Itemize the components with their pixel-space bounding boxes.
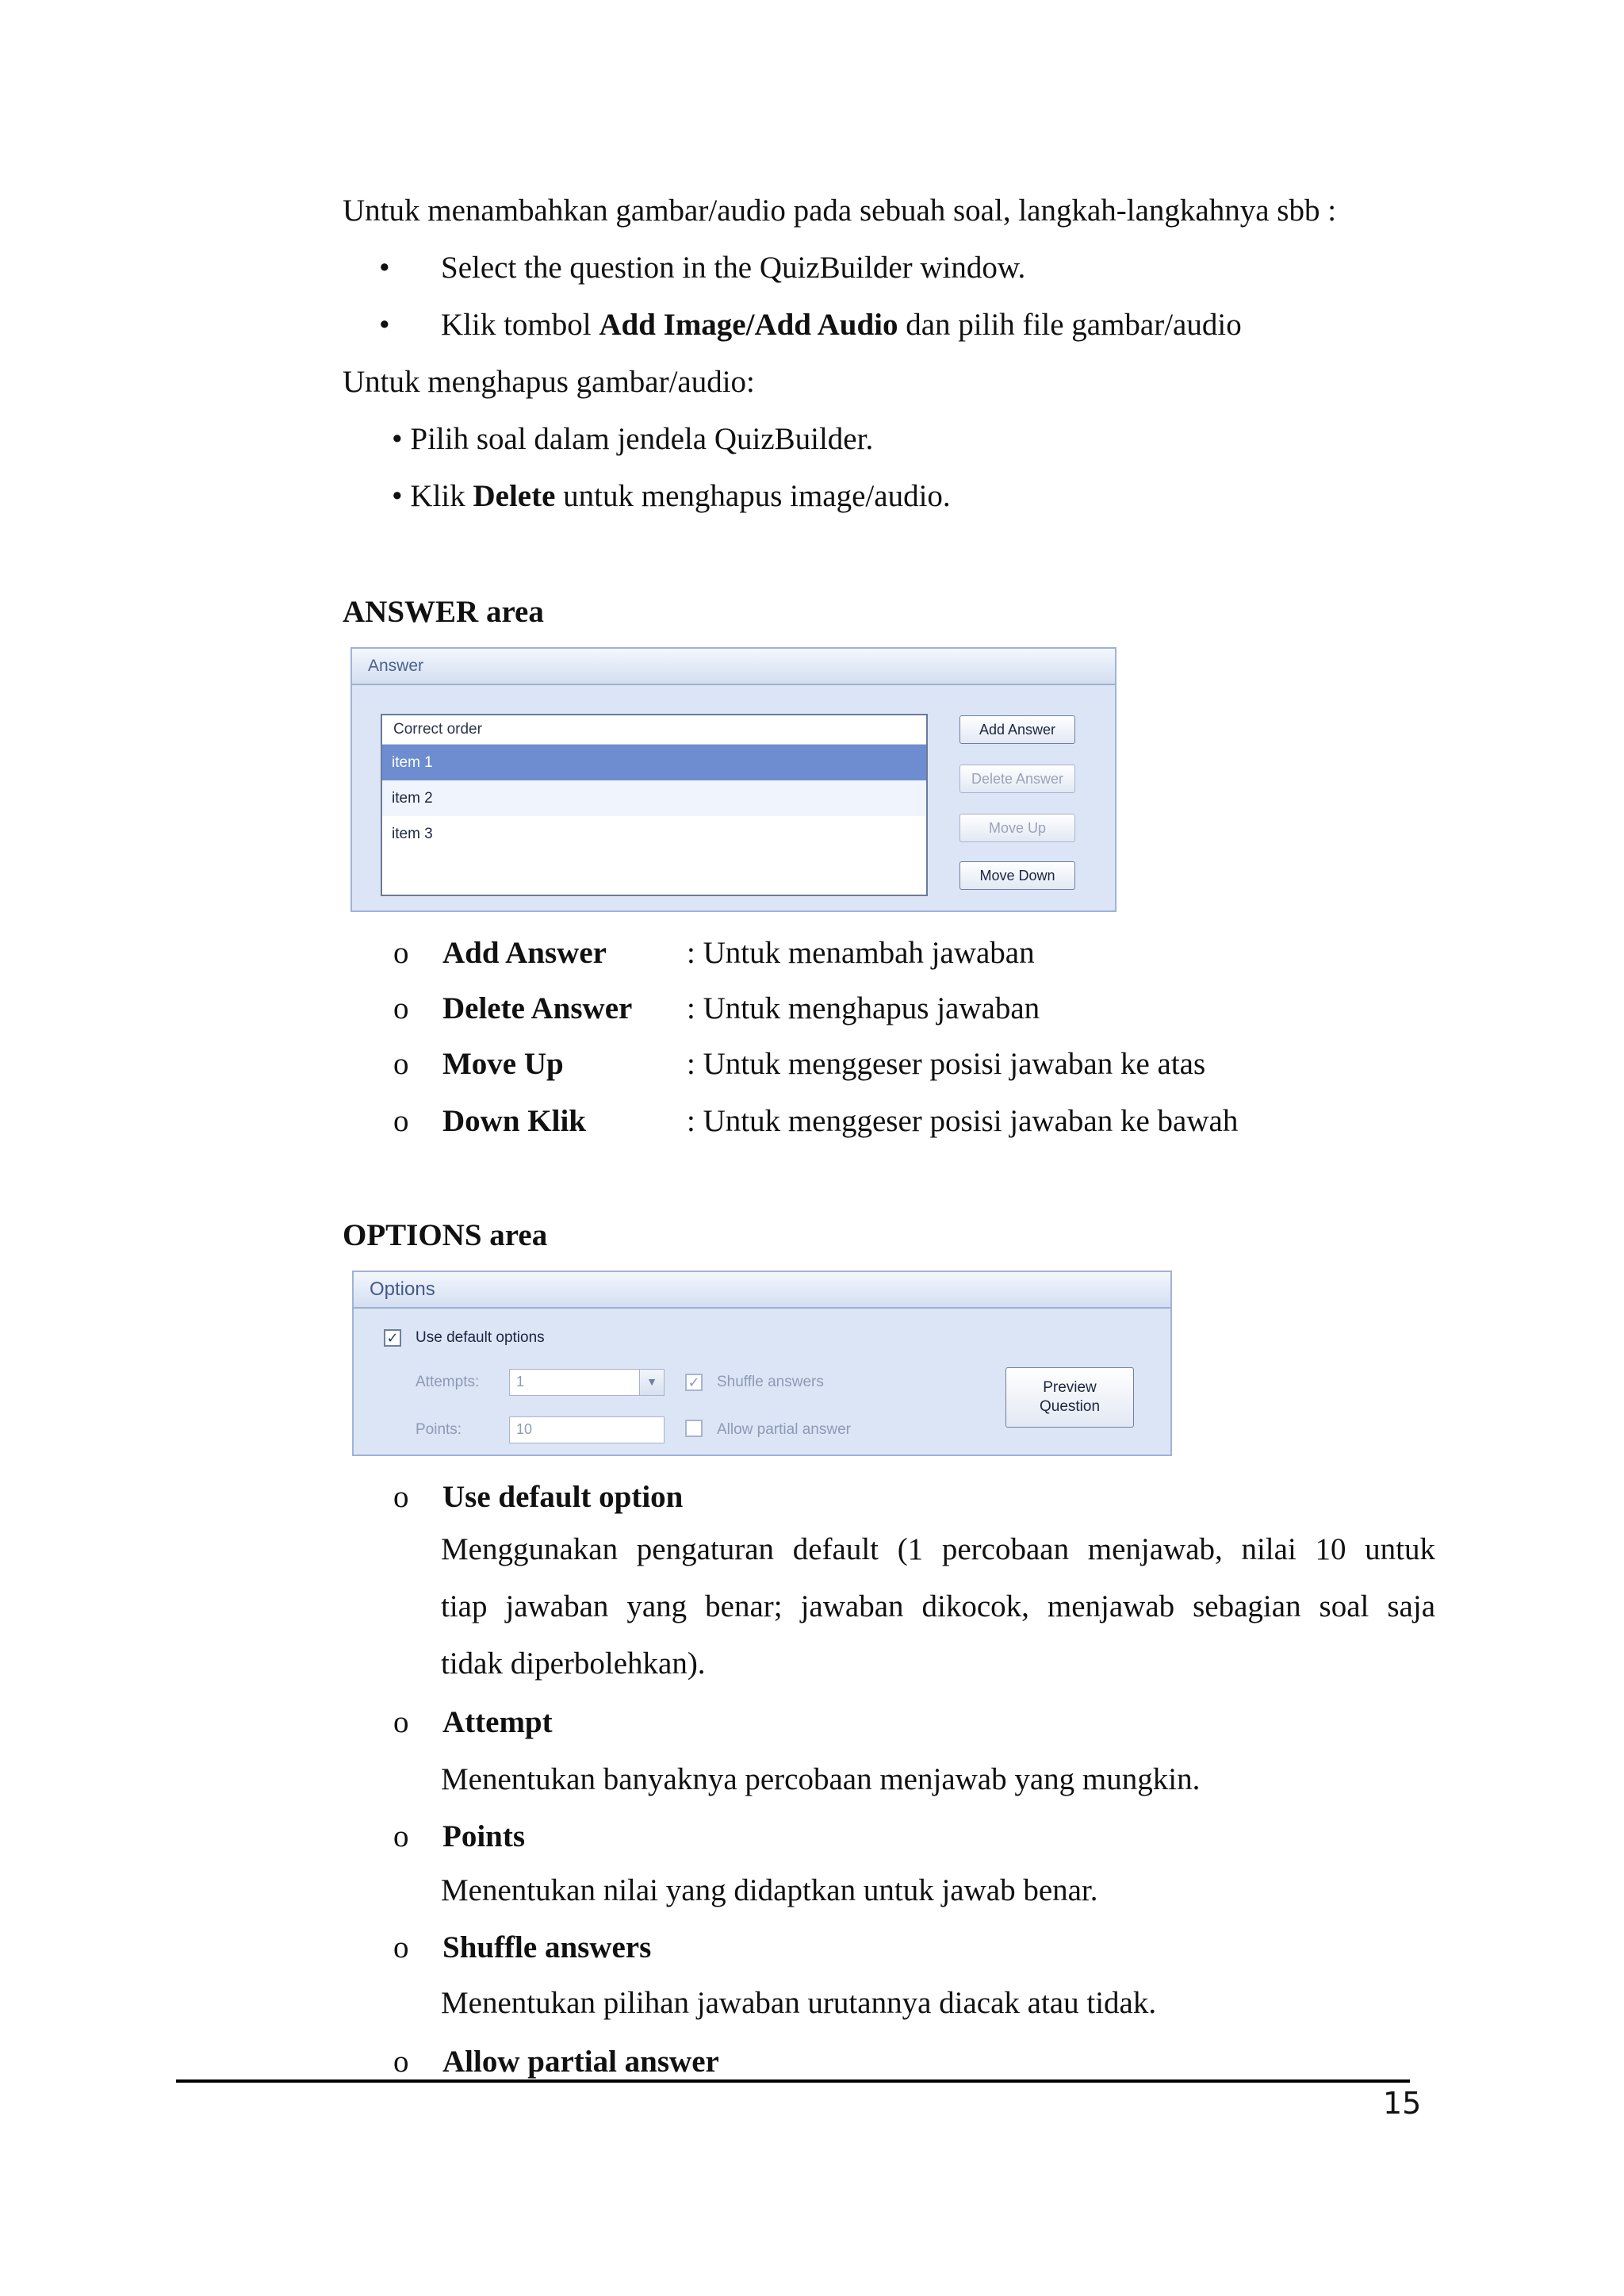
list-item[interactable]: item 3	[382, 816, 926, 852]
def-term-down-klik: Down Klik	[442, 1104, 586, 1138]
delete-answer-button[interactable]: Delete Answer	[959, 765, 1075, 793]
option-term-allow-partial: Allow partial answer	[442, 2045, 719, 2079]
points-label: Points:	[416, 1421, 462, 1438]
page-number: 15	[1383, 2086, 1422, 2121]
delete-step-2	[392, 477, 951, 516]
def-desc-delete-answer: : Untuk menghapus jawaban	[687, 991, 1040, 1025]
delete-step-2-bold: Delete	[473, 479, 556, 513]
delete-media-heading: Untuk menghapus gambar/audio:	[343, 365, 755, 399]
attempts-label: Attempts:	[416, 1374, 480, 1390]
shuffle-answers-label: Shuffle answers	[717, 1374, 824, 1390]
footer-rule	[176, 2079, 1410, 2083]
use-default-label: Use default options	[416, 1329, 545, 1346]
option-marker: o	[393, 1930, 409, 1964]
points-input[interactable]: 10	[509, 1416, 665, 1443]
options-panel-screenshot	[352, 1271, 1172, 1456]
chevron-down-icon[interactable]: ▼	[639, 1370, 664, 1395]
answer-panel-screenshot	[350, 647, 1116, 912]
preview-label-line1: Preview	[1043, 1379, 1097, 1396]
delete-step-2-post: untuk menghapus image/audio.	[555, 479, 951, 513]
answer-listbox[interactable]	[381, 714, 928, 896]
allow-partial-checkbox[interactable]	[685, 1420, 703, 1437]
add-step-1-text: Select the question in the QuizBuilder window.	[441, 251, 1026, 285]
options-area-heading: OPTIONS area	[343, 1218, 548, 1252]
add-answer-button[interactable]: Add Answer	[959, 715, 1075, 744]
preview-label-line2: Question	[1039, 1398, 1101, 1415]
def-marker: o	[393, 936, 409, 970]
option-desc-points: Menentukan nilai yang didaptkan untuk jawab benar.	[441, 1873, 1098, 1907]
option-marker: o	[393, 1480, 409, 1514]
def-desc-add-answer: : Untuk menambah jawaban	[687, 936, 1035, 970]
list-header: Correct order	[382, 715, 926, 745]
option-marker: o	[393, 1705, 409, 1739]
option-term-attempt: Attempt	[442, 1705, 553, 1739]
add-step-2-bullet: •	[379, 308, 390, 342]
def-term-move-up: Move Up	[442, 1047, 564, 1081]
def-desc-down-klik: : Untuk menggeser posisi jawaban ke bawah	[687, 1104, 1239, 1138]
delete-step-1: • Pilih soal dalam jendela QuizBuilder.	[392, 422, 874, 456]
def-desc-move-up: : Untuk menggeser posisi jawaban ke atas	[687, 1047, 1206, 1081]
def-marker: o	[393, 991, 409, 1025]
add-step-2-bold: Add Image/Add Audio	[599, 308, 898, 342]
attempts-dropdown[interactable]	[509, 1369, 665, 1396]
list-item[interactable]: item 2	[382, 780, 926, 816]
shuffle-answers-checkbox[interactable]: ✓	[685, 1374, 703, 1391]
def-marker: o	[393, 1047, 409, 1081]
option-desc-use-default-line3: tidak diperbolehkan).	[441, 1646, 706, 1681]
options-panel-title: Options	[354, 1272, 1170, 1309]
option-marker: o	[393, 1819, 409, 1853]
add-step-2-text	[441, 306, 1242, 344]
preview-question-button[interactable]	[1005, 1367, 1134, 1428]
move-up-button[interactable]: Move Up	[959, 814, 1075, 842]
move-down-button[interactable]: Move Down	[959, 861, 1075, 890]
option-desc-attempt: Menentukan banyaknya percobaan menjawab yang mungkin.	[441, 1762, 1201, 1796]
use-default-checkbox[interactable]: ✓	[384, 1329, 401, 1347]
option-desc-shuffle: Menentukan pilihan jawaban urutannya diacak atau tidak.	[441, 1986, 1157, 2020]
option-term-points: Points	[442, 1819, 526, 1853]
def-term-delete-answer: Delete Answer	[442, 991, 633, 1025]
def-marker: o	[393, 1104, 409, 1138]
option-marker: o	[393, 2045, 409, 2079]
option-desc-use-default-line1: Menggunakan pengaturan default (1 percobaan menjawab, nilai 10 untuk	[441, 1532, 1435, 1566]
answer-area-heading: ANSWER area	[343, 595, 544, 629]
delete-step-2-pre: • Klik	[392, 479, 473, 513]
attempts-value: 1	[516, 1374, 525, 1389]
answer-panel-title: Answer	[352, 649, 1115, 685]
allow-partial-label: Allow partial answer	[717, 1421, 851, 1438]
option-term-use-default: Use default option	[442, 1480, 684, 1514]
option-term-shuffle: Shuffle answers	[442, 1930, 652, 1964]
add-media-heading: Untuk menambahkan gambar/audio pada sebuah soal, langkah-langkahnya sbb :	[343, 194, 1337, 228]
add-step-2-post: dan pilih file gambar/audio	[898, 308, 1242, 342]
def-term-add-answer: Add Answer	[442, 936, 607, 970]
add-step-1-bullet: •	[379, 251, 390, 285]
add-step-2-pre: Klik tombol	[441, 308, 599, 342]
list-item[interactable]: item 1	[382, 745, 926, 780]
option-desc-use-default-line2: tiap jawaban yang benar; jawaban dikocok, menjawab sebagian soal saja	[441, 1589, 1435, 1623]
